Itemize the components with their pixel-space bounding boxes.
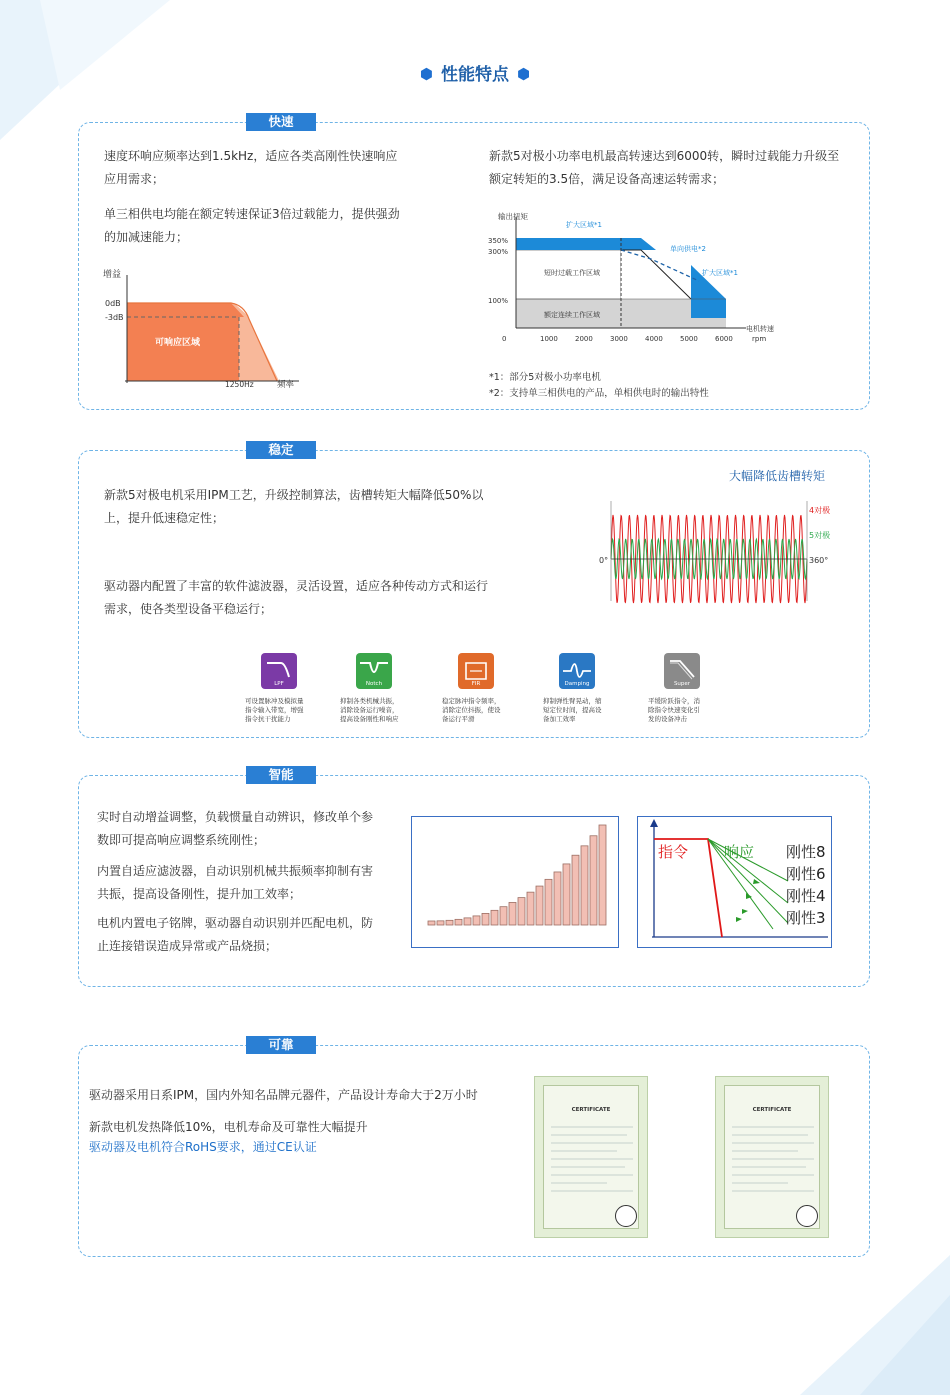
annotation: 扩大区域*1 [566,221,602,229]
axis-label: 电机转速 [746,325,774,333]
ce-certificate-image: CERTIFICATE [534,1076,648,1238]
gain-bar [563,864,570,925]
gain-bar [455,919,462,925]
tuv-seal-icon [615,1205,637,1227]
paragraph: 新款5对极电机采用IPM工艺，升级控制算法，齿槽转矩大幅降低50%以 上，提升低速稳定性； [104,488,484,525]
gain-bar [581,846,588,925]
gain-bar [446,920,453,925]
gain-bar [500,907,507,925]
paragraph: 新款电机发热降低10%，电机寿命及可靠性大幅提升 [89,1120,368,1134]
filter-description: 抑制弹性臂晃动，缩 短定位时间，提高设 备加工效率 [543,697,602,723]
tick-label: 2000 [575,335,593,343]
axis-unit: rpm [752,335,767,343]
section-tag: 快速 [246,113,316,131]
axis-label: 频率 [277,380,295,390]
stiffness-8-label: 刚性8 [786,843,826,861]
filter-notch [334,653,414,724]
hexagon-bullet-icon: ⬢ [517,65,531,83]
paragraph: 内置自适应滤波器，自动识别机械共振频率抑制有害 共振，提高设备刚性，提升加工效率； [97,864,374,901]
hexagon-bullet-icon: ⬢ [419,65,433,83]
damping-icon: Damping [559,653,595,689]
paragraph: 单三相供电均能在额定转速保证3倍过载能力，提供强劲 的加减速能力； [104,207,400,244]
tick-label: 1250Hz [225,380,254,389]
gain-bar [536,886,543,925]
tuv-seal-icon [796,1205,818,1227]
legend-5-pole: 5对极 [809,531,831,540]
tick-label: 0 [502,335,507,343]
gain-bar [437,921,444,925]
tick-label: 5000 [680,335,698,343]
response-label: 响应 [724,843,755,861]
gain-bar [464,918,471,925]
gain-bar [527,892,534,925]
tick-label: 4000 [645,335,663,343]
annotation: 扩大区域*1 [702,269,738,277]
gain-bar [599,825,606,925]
filter-description: 平缓阶跃指令，消 除指令快速变化引 发的设备冲击 [648,697,700,723]
axis-label: 输出扭矩 [498,212,528,221]
gain-bar [428,921,435,925]
filter-fir [436,653,516,724]
zone-label: 额定连续工作区域 [544,311,600,319]
paragraph: 驱动器内配置了丰富的软件滤波器，灵活设置，适应各种传动方式和运行 需求，使各类型设备平稳运行； [104,579,489,616]
paragraph: 驱动器采用日系IPM，国内外知名品牌元器件，产品设计寿命大于2万小时 [89,1088,478,1102]
axis-label: 增益 [103,270,122,280]
stiffness-3-label: 刚性3 [786,909,826,927]
filter-description: 抑制各类机械共振， 消除设备运行噪音， 提高设备刚性和响应 [340,697,399,723]
paragraph: 新款5对极小功率电机最高转速达到6000转，瞬时过载能力升级至 额定转矩的3.5倍，满足设备高速运转需求； [489,149,840,186]
filter-super [642,653,722,724]
gain-bar [572,855,579,925]
zone-label: 短时过载工作区域 [544,269,600,277]
tick-label: 350% [488,237,509,245]
tick-label: 300% [488,248,509,256]
gain-bar [482,913,489,925]
section-fast [78,114,870,410]
cogging-torque-wave [599,491,849,606]
fir-icon: FIR [458,653,494,689]
gain-bar [518,898,525,925]
axis-start-label: 0° [599,556,609,565]
paragraph: 电机内置电子铭牌，驱动器自动识别并匹配电机，防 止连接错误造成异常或产品烧损； [97,916,374,953]
section-tag: 可靠 [246,1036,316,1054]
section-tag: 稳定 [246,441,316,459]
stiffness-4-label: 刚性4 [786,887,826,905]
section-stable [78,442,870,738]
gain-bar [590,836,597,925]
gain-bar [554,872,561,925]
filter-description: 稳定脉冲指令频率， 消除定位抖振，使设 备运行平滑 [442,697,501,723]
page-title: ⬢ 性能特点 ⬢ [419,65,531,85]
notch-icon: Notch [356,653,392,689]
tick-label: 0dB [105,299,121,308]
area-label: 可响应区域 [155,338,201,348]
stiffness-6-label: 刚性6 [786,865,826,883]
torque-speed-chart [484,207,784,347]
tick-label: 6000 [715,335,733,343]
gain-bars-graphic [411,816,619,948]
axis-end-label: 360° [809,556,829,565]
tick-label: 3000 [610,335,628,343]
lpf-icon: LPF [261,653,297,689]
stiffness-response-graphic [637,816,832,948]
bode-plot [99,263,319,393]
tick-label: 100% [488,297,509,305]
ce-certificate-image: CERTIFICATE [715,1076,829,1238]
paragraph-highlight: 驱动器及电机符合RoHS要求，通过CE认证 [89,1140,317,1154]
gain-bar [491,910,498,925]
wave-title: 大幅降低齿槽转矩 [729,469,826,483]
filter-damping [537,653,617,724]
footnotes: *1：部分5对极小功率电机 *2：支持单三相供电的产品，单相供电时的输出特性 [489,372,709,399]
gain-bar [545,879,552,925]
legend-4-pole: 4对极 [809,506,831,515]
tick-label: -3dB [105,313,124,322]
corner-decoration-bottom-right [800,1255,950,1395]
command-label: 指令 [658,843,689,861]
section-tag: 智能 [246,766,316,784]
paragraph: 实时自动增益调整，负载惯量自动辨识，修改单个参 数即可提高响应调整系统刚性； [97,810,374,847]
annotation: 单向供电*2 [670,245,706,253]
gain-bar [509,902,516,925]
filter-description: 可设置脉冲及模拟量 指令输入带宽，增强 指令抗干扰能力 [245,697,304,723]
tick-label: 1000 [540,335,558,343]
section-reliable [78,1037,870,1257]
gain-bar [473,916,480,925]
super-icon: Super [664,653,700,689]
section-smart [78,767,870,987]
filter-lpf [239,653,319,724]
paragraph: 速度环响应频率达到1.5kHz，适应各类高刚性快速响应 应用需求； [104,149,398,186]
